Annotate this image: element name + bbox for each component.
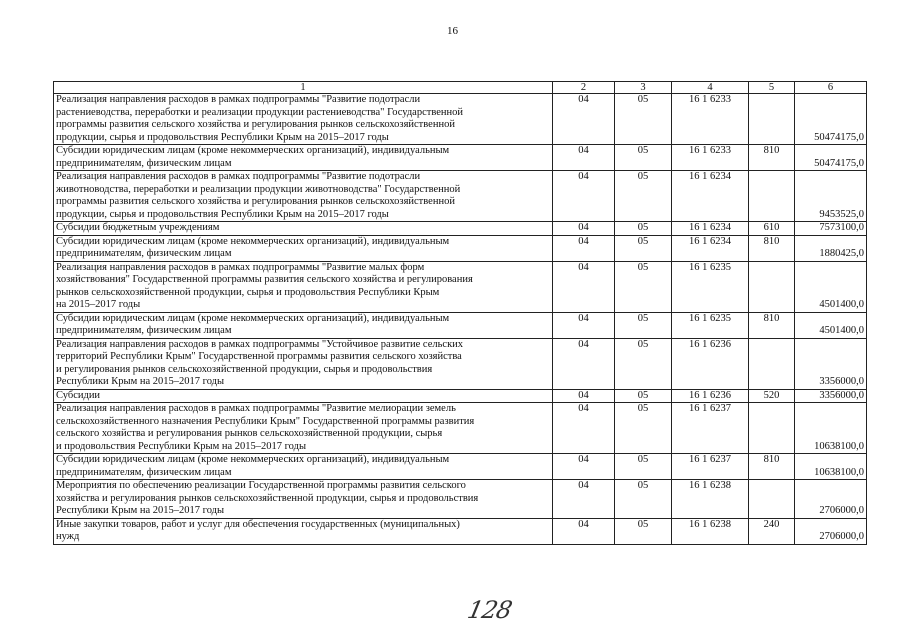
target-article-code: 16 1 6234 bbox=[672, 235, 749, 261]
section-code: 04 bbox=[553, 518, 615, 544]
row-description: Реализация направления расходов в рамках подпрограммы "Развитие подотрасли растениеводства, переработки и реализации продукции растениеводства" Государственной программы развития сельского хозяйства и регулирования рынков сельскохозяйственной продукции, сырья и продовольствия Республики Крым на 2015–2017 годы bbox=[54, 94, 553, 145]
expense-type-code: 810 bbox=[749, 145, 795, 171]
table-row bbox=[54, 454, 867, 480]
row-description: Субсидии bbox=[54, 389, 553, 403]
row-description: Субсидии юридическим лицам (кроме некоммерческих организаций), индивидуальным предпринимателям, физическим лицам bbox=[54, 312, 553, 338]
table-row bbox=[54, 480, 867, 519]
section-code: 04 bbox=[553, 403, 615, 454]
subsection-code: 05 bbox=[615, 145, 672, 171]
target-article-code: 16 1 6236 bbox=[672, 389, 749, 403]
subsection-code: 05 bbox=[615, 518, 672, 544]
amount-value: 7573100,0 bbox=[795, 222, 867, 236]
row-description: Мероприятия по обеспечению реализации Государственной программы развития сельского хозяйства и регулирования рынков сельскохозяйственной продукции, сырья и продовольствия Республики Крым на 2015–2017 годы bbox=[54, 480, 553, 519]
subsection-code: 05 bbox=[615, 222, 672, 236]
section-code: 04 bbox=[553, 235, 615, 261]
expense-type-code: 810 bbox=[749, 235, 795, 261]
table-row bbox=[54, 145, 867, 171]
table-row bbox=[54, 518, 867, 544]
row-description: Субсидии юридическим лицам (кроме некоммерческих организаций), индивидуальным предпринимателям, физическим лицам bbox=[54, 235, 553, 261]
column-header: 3 bbox=[615, 82, 672, 94]
budget-table-body bbox=[54, 82, 867, 545]
amount-value: 3356000,0 bbox=[795, 389, 867, 403]
subsection-code: 05 bbox=[615, 261, 672, 312]
section-code: 04 bbox=[553, 480, 615, 519]
amount-value: 10638100,0 bbox=[795, 403, 867, 454]
subsection-code: 05 bbox=[615, 338, 672, 389]
section-code: 04 bbox=[553, 145, 615, 171]
target-article-code: 16 1 6233 bbox=[672, 145, 749, 171]
table-row bbox=[54, 338, 867, 389]
amount-value: 2706000,0 bbox=[795, 518, 867, 544]
table-row bbox=[54, 171, 867, 222]
row-description: Реализация направления расходов в рамках подпрограммы "Развитие подотрасли животноводства, переработки и реализации продукции животноводства" Государственной программы развития сельского хозяйства и регулирования рынков сельскохозяйственной продукции, сырья и продовольствия Республики Крым на 2015–2017 годы bbox=[54, 171, 553, 222]
expense-type-code: 520 bbox=[749, 389, 795, 403]
table-row bbox=[54, 389, 867, 403]
row-description: Реализация направления расходов в рамках подпрограммы "Устойчивое развитие сельских территорий Республики Крым" Государственной программы развития сельского хозяйства и регулирования рынков сельскохозяйственной продукции, сырья и продовольствия Республики Крым на 2015–2017 годы bbox=[54, 338, 553, 389]
row-description: Субсидии бюджетным учреждениям bbox=[54, 222, 553, 236]
amount-value: 50474175,0 bbox=[795, 94, 867, 145]
column-header: 4 bbox=[672, 82, 749, 94]
target-article-code: 16 1 6237 bbox=[672, 454, 749, 480]
subsection-code: 05 bbox=[615, 312, 672, 338]
expense-type-code: 610 bbox=[749, 222, 795, 236]
target-article-code: 16 1 6236 bbox=[672, 338, 749, 389]
subsection-code: 05 bbox=[615, 403, 672, 454]
table-row bbox=[54, 222, 867, 236]
expense-type-code: 240 bbox=[749, 518, 795, 544]
column-header: 5 bbox=[749, 82, 795, 94]
subsection-code: 05 bbox=[615, 454, 672, 480]
target-article-code: 16 1 6237 bbox=[672, 403, 749, 454]
row-description: Иные закупки товаров, работ и услуг для обеспечения государственных (муниципальных) нужд bbox=[54, 518, 553, 544]
section-code: 04 bbox=[553, 389, 615, 403]
expense-type-code: 810 bbox=[749, 312, 795, 338]
table-header-row bbox=[54, 82, 867, 94]
table-row bbox=[54, 235, 867, 261]
expense-type-code bbox=[749, 261, 795, 312]
target-article-code: 16 1 6235 bbox=[672, 312, 749, 338]
amount-value: 3356000,0 bbox=[795, 338, 867, 389]
section-code: 04 bbox=[553, 94, 615, 145]
target-article-code: 16 1 6235 bbox=[672, 261, 749, 312]
amount-value: 2706000,0 bbox=[795, 480, 867, 519]
target-article-code: 16 1 6238 bbox=[672, 480, 749, 519]
section-code: 04 bbox=[553, 338, 615, 389]
expense-type-code: 810 bbox=[749, 454, 795, 480]
section-code: 04 bbox=[553, 171, 615, 222]
amount-value: 10638100,0 bbox=[795, 454, 867, 480]
section-code: 04 bbox=[553, 454, 615, 480]
subsection-code: 05 bbox=[615, 235, 672, 261]
target-article-code: 16 1 6234 bbox=[672, 222, 749, 236]
handwritten-page-note: 128 bbox=[465, 596, 514, 624]
expense-type-code bbox=[749, 94, 795, 145]
section-code: 04 bbox=[553, 261, 615, 312]
section-code: 04 bbox=[553, 222, 615, 236]
expense-type-code bbox=[749, 403, 795, 454]
subsection-code: 05 bbox=[615, 171, 672, 222]
table-row bbox=[54, 94, 867, 145]
column-header: 6 bbox=[795, 82, 867, 94]
amount-value: 9453525,0 bbox=[795, 171, 867, 222]
budget-table bbox=[53, 81, 867, 545]
subsection-code: 05 bbox=[615, 389, 672, 403]
target-article-code: 16 1 6233 bbox=[672, 94, 749, 145]
row-description: Субсидии юридическим лицам (кроме некоммерческих организаций), индивидуальным предпринимателям, физическим лицам bbox=[54, 145, 553, 171]
table-row bbox=[54, 261, 867, 312]
amount-value: 1880425,0 bbox=[795, 235, 867, 261]
section-code: 04 bbox=[553, 312, 615, 338]
amount-value: 4501400,0 bbox=[795, 261, 867, 312]
expense-type-code bbox=[749, 338, 795, 389]
row-description: Реализация направления расходов в рамках подпрограммы "Развитие мелиорации земель сельскохозяйственного назначения Республики Крым" Государственной программы развития сельского хозяйства и регулирования рынков сельскохозяйственной продукции, сырья и продовольствия Республики Крым на 2015–2017 годы bbox=[54, 403, 553, 454]
row-description: Реализация направления расходов в рамках подпрограммы "Развитие малых форм хозяйствования" Государственной программы развития сельского хозяйства и регулирования рынков сельскохозяйственной продукции, сырья и продовольствия Республики Крым на 2015–2017 годы bbox=[54, 261, 553, 312]
table-row bbox=[54, 403, 867, 454]
column-header: 1 bbox=[54, 82, 553, 94]
column-header: 2 bbox=[553, 82, 615, 94]
expense-type-code bbox=[749, 171, 795, 222]
row-description: Субсидии юридическим лицам (кроме некоммерческих организаций), индивидуальным предпринимателям, физическим лицам bbox=[54, 454, 553, 480]
target-article-code: 16 1 6238 bbox=[672, 518, 749, 544]
amount-value: 50474175,0 bbox=[795, 145, 867, 171]
target-article-code: 16 1 6234 bbox=[672, 171, 749, 222]
table-row bbox=[54, 312, 867, 338]
page-number: 16 bbox=[447, 25, 458, 37]
subsection-code: 05 bbox=[615, 480, 672, 519]
expense-type-code bbox=[749, 480, 795, 519]
amount-value: 4501400,0 bbox=[795, 312, 867, 338]
subsection-code: 05 bbox=[615, 94, 672, 145]
